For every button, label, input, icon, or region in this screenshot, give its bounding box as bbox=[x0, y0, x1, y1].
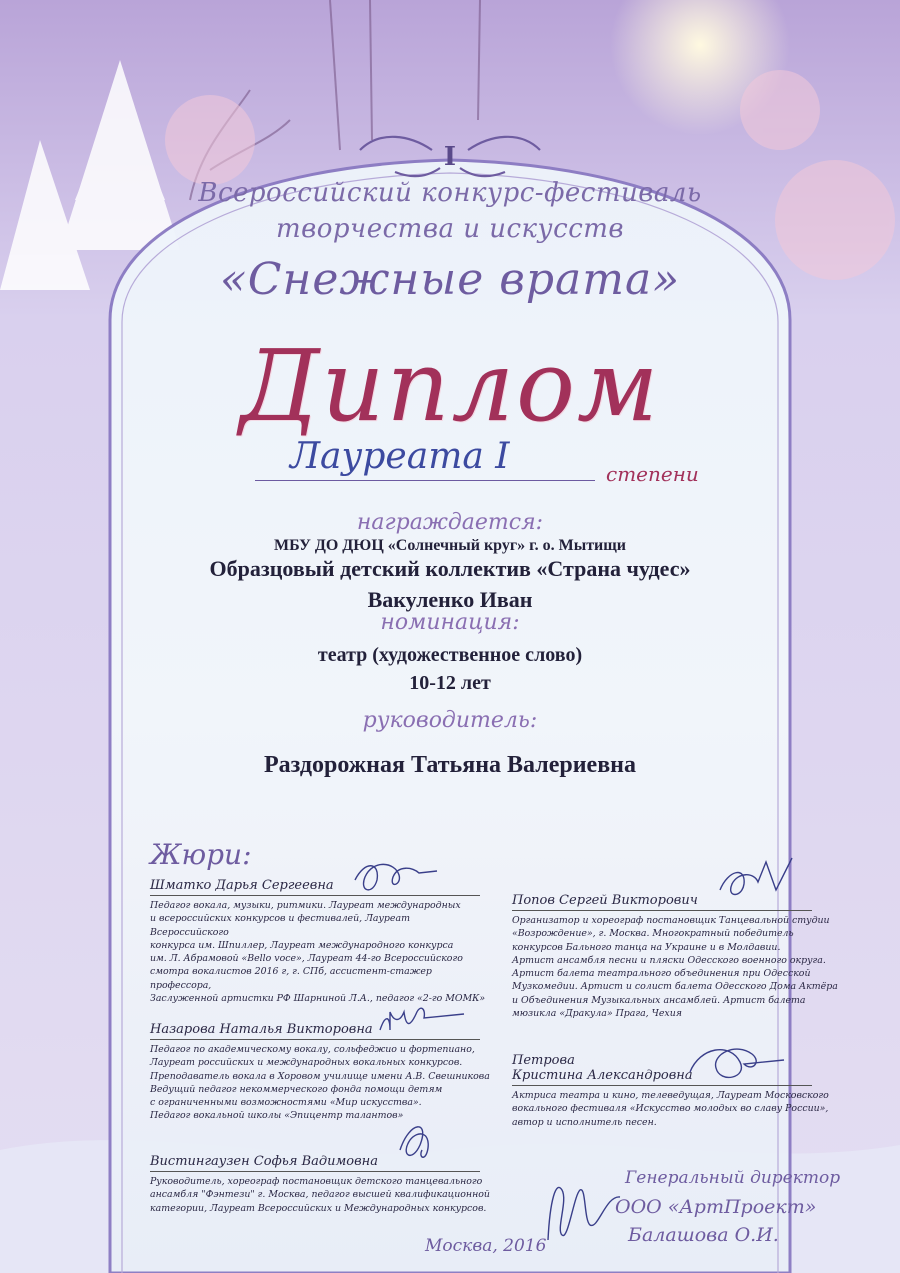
jury-member-desc-line: вокального фестиваля «Искусство молодых во славу России», bbox=[512, 1103, 829, 1115]
jury-member-desc-line: Музкомедии. Артист и солист балета Одесского Дома Актёра bbox=[512, 981, 838, 993]
director-title: Генеральный директор bbox=[625, 1168, 841, 1188]
festival-name: «Снежные врата» bbox=[219, 254, 681, 305]
jury-member-desc-line: Ведущий педагог некоммерческого фонда помощи детям bbox=[150, 1083, 443, 1095]
jury-member bbox=[512, 1053, 842, 1129]
jury-member-name-line-1: Петрова bbox=[512, 1053, 575, 1068]
jury-member-desc-line: Артист балета театрального объединения при Одесской bbox=[512, 968, 811, 980]
signature-line bbox=[512, 910, 812, 911]
jury-label: Жюри: bbox=[150, 838, 252, 871]
jury-member-desc-line: смотра вокалистов 2016 г, г. СПб, ассистент-стажер профессора, bbox=[150, 966, 432, 991]
director-name: Балашова О.И. bbox=[628, 1224, 779, 1246]
jury-member-desc-line: и Объединения Музыкальных ансамблей. Артист балета bbox=[512, 994, 806, 1006]
leader-name: Раздорожная Татьяна Валериевна bbox=[263, 752, 636, 778]
signature-line bbox=[150, 1171, 480, 1172]
jury-member-name-line-2: Кристина Александровна bbox=[512, 1068, 693, 1083]
jury-member bbox=[512, 893, 842, 1020]
festival-header-line-1: Всероссийский конкурс-фестиваль bbox=[198, 178, 702, 208]
age-group: 10-12 лет bbox=[409, 672, 491, 694]
degree-handwritten: Лауреата I bbox=[290, 436, 510, 477]
jury-member-desc-line: Актриса театра и кино, телеведущая, Лауреат Московского bbox=[512, 1090, 829, 1101]
jury-member-desc-line: Педагог по академическому вокалу, сольфеджио и фортепиано, bbox=[150, 1044, 475, 1055]
jury-member bbox=[150, 1022, 490, 1123]
jury-member-desc-line: автор и исполнитель песен. bbox=[512, 1116, 657, 1128]
nomination-label: номинация: bbox=[380, 610, 520, 635]
degree-underline bbox=[255, 480, 595, 481]
jury-member-desc-line: Организатор и хореограф постановщик Танцевальной студии bbox=[512, 915, 830, 926]
jury-member-desc-line: Артист ансамбля песни и пляски Одесского военного округа. bbox=[512, 954, 826, 966]
jury-member-desc-line: Заслуженной артистки РФ Шарниной Л.А., педагог «2-го МОМК» bbox=[150, 993, 486, 1005]
jury-member-name: Шматко Дарья Сергеевна bbox=[150, 878, 334, 893]
jury-member bbox=[150, 878, 490, 1005]
signature-line bbox=[150, 895, 480, 896]
jury-member-desc-line: мюзикла «Дракула» Прага, Чехия bbox=[512, 1008, 682, 1020]
jury-member bbox=[150, 1154, 490, 1215]
place-date: Москва, 2016 bbox=[425, 1236, 547, 1256]
numeral: I bbox=[443, 142, 457, 172]
jury-member-name: Попов Сергей Викторович bbox=[512, 893, 698, 908]
jury-member-desc-line: конкурса им. Шпиллер, Лауреат международного конкурса bbox=[150, 939, 454, 951]
jury-member-desc-line: Лауреат российских и международных вокальных конкурсов. bbox=[150, 1057, 463, 1069]
jury-member-desc-line: «Возрождение», г. Москва. Многократный победитель bbox=[512, 928, 794, 940]
signature-line bbox=[150, 1039, 480, 1040]
jury-member-name: Вистингаузен Софья Вадимовна bbox=[150, 1154, 378, 1169]
awarded-label: награждается: bbox=[356, 510, 544, 535]
jury-member-name: Назарова Наталья Викторовна bbox=[150, 1022, 373, 1037]
jury-member-desc-line: Педагог вокала, музыки, ритмики. Лауреат международных bbox=[150, 900, 461, 911]
diploma-title: Диплом bbox=[239, 330, 661, 444]
jury-member-desc-line: ансамбля "Фэнтези" г. Москва, педагог высшей квалификационной bbox=[150, 1189, 490, 1201]
jury-member-desc-line: Преподаватель вокала в Хоровом училище имени А.В. Свешникова bbox=[150, 1070, 490, 1082]
leader-label: руководитель: bbox=[362, 708, 538, 733]
nomination: театр (художественное слово) bbox=[317, 644, 583, 666]
jury-member-desc-line: им. Л. Абрамовой «Bello voce», Лауреат 44-го Всероссийского bbox=[150, 953, 463, 965]
director-company: ООО «АртПроект» bbox=[615, 1196, 817, 1218]
jury-member-desc-line: конкурсов Бального танца на Украине и в Молдавии. bbox=[512, 941, 781, 953]
collective: Образцовый детский коллектив «Страна чудес» bbox=[209, 556, 691, 581]
jury-member-desc-line: и всероссийских конкурсов и фестивалей, Лауреат Всероссийского bbox=[150, 913, 410, 938]
jury-member-desc-line: категории, Лауреат Всероссийских и Международных конкурсов. bbox=[150, 1202, 487, 1214]
signature-line bbox=[512, 1085, 812, 1086]
jury-member-desc-line: Руководитель, хореограф постановщик детского танцевального bbox=[150, 1176, 483, 1187]
jury-member-desc-line: с ограниченными возможностями «Мир искусства». bbox=[150, 1097, 422, 1109]
jury-member-desc-line: Педагог вокальной школы «Эпицентр талантов» bbox=[150, 1110, 404, 1122]
festival-header-line-2: творчества и искусств bbox=[275, 214, 625, 244]
degree-word: степени bbox=[606, 462, 699, 486]
institution: МБУ ДО ДЮЦ «Солнечный круг» г. о. Мытищи bbox=[273, 537, 626, 554]
participant-name: Вакуленко Иван bbox=[367, 587, 533, 612]
